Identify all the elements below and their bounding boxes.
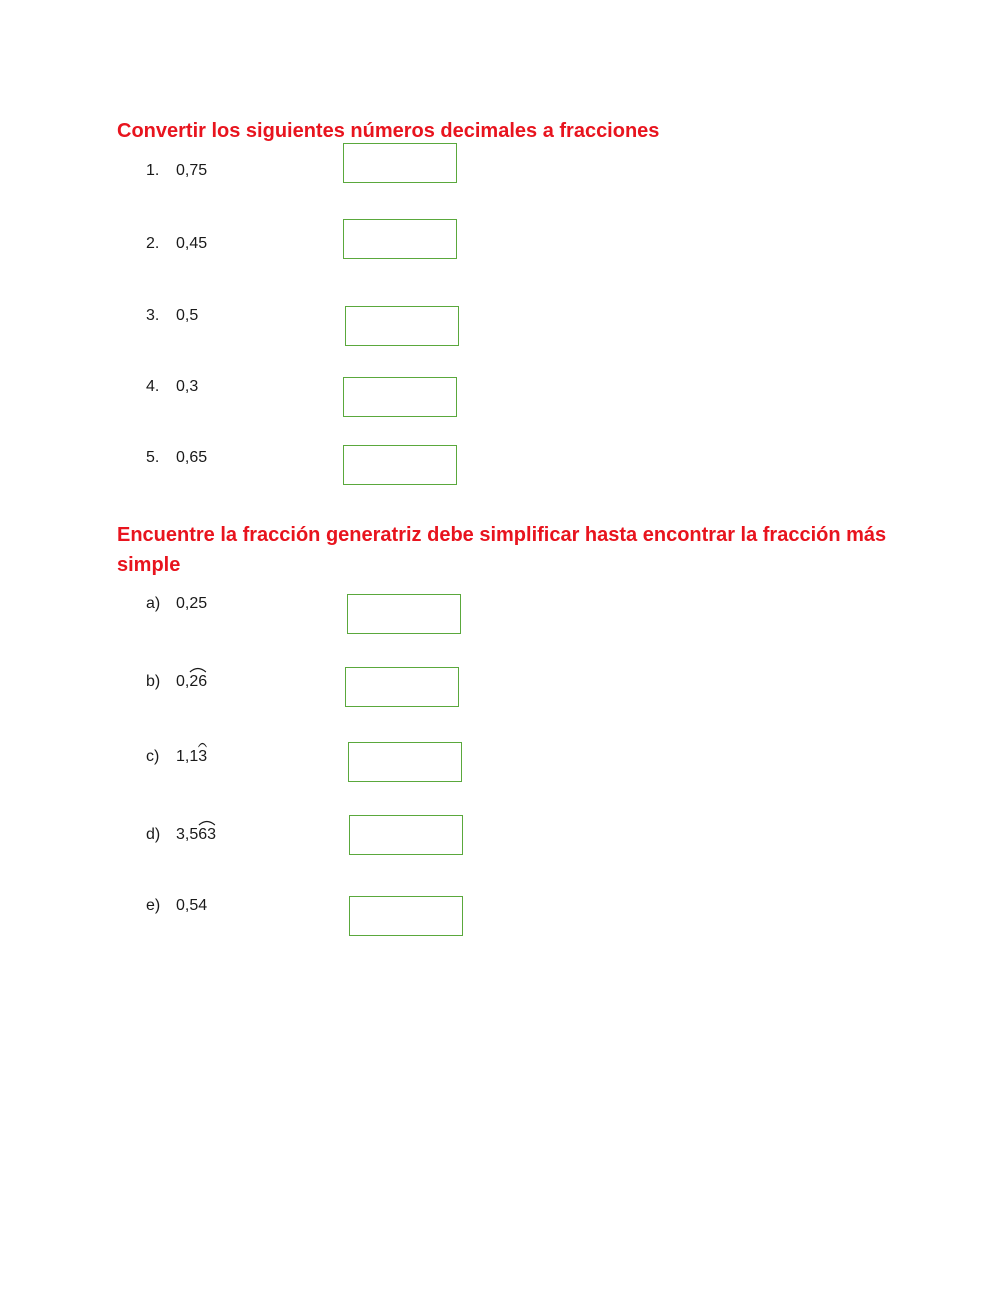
answer-input-1[interactable] <box>343 143 457 183</box>
item-value <box>176 747 207 767</box>
answer-input-3[interactable] <box>345 306 459 346</box>
item-value <box>176 896 207 916</box>
section1-title: Convertir los siguientes números decimales a fracciones <box>117 120 660 142</box>
repeating-digits <box>198 825 216 845</box>
repeating-text: 3 <box>198 748 208 765</box>
value-prefix: 0,54 <box>176 897 208 914</box>
item-marker: 4. <box>146 378 160 395</box>
item-value: 0,75 <box>176 162 208 179</box>
answer-input-2[interactable] <box>343 219 457 259</box>
answer-input-4[interactable] <box>343 377 457 417</box>
item-marker: 1. <box>146 162 160 179</box>
item-marker: c) <box>146 748 160 765</box>
answer-input-c[interactable] <box>348 742 462 782</box>
answer-input-b[interactable] <box>345 667 459 707</box>
repeating-text: 63 <box>198 826 217 843</box>
item-marker: 2. <box>146 235 160 252</box>
answer-input-5[interactable] <box>343 445 457 485</box>
value-prefix: 3,5 <box>176 826 199 843</box>
item-marker: d) <box>146 826 161 843</box>
repetend-arc-icon <box>198 740 207 748</box>
value-prefix: 0,25 <box>176 595 208 612</box>
value-prefix: 1,1 <box>176 748 199 765</box>
answer-input-a[interactable] <box>347 594 461 634</box>
repetend-arc-icon <box>198 818 216 826</box>
answer-input-d[interactable] <box>349 815 463 855</box>
item-value: 0,65 <box>176 449 208 466</box>
item-value: 0,3 <box>176 378 199 395</box>
repeating-digits <box>189 672 207 692</box>
section2-title: Encuentre la fracción generatriz debe simplificar hasta encontrar la fracción más simple <box>117 524 887 576</box>
value-prefix: 0, <box>176 673 190 690</box>
repeating-text: 26 <box>189 673 208 690</box>
item-value <box>176 672 207 692</box>
item-marker: 5. <box>146 449 160 466</box>
item-marker: e) <box>146 897 161 914</box>
repetend-arc-icon <box>189 665 207 673</box>
item-value: 0,45 <box>176 235 208 252</box>
item-value <box>176 825 216 845</box>
item-value <box>176 594 207 614</box>
repeating-digits <box>198 747 207 767</box>
item-marker: b) <box>146 673 161 690</box>
item-marker: 3. <box>146 307 160 324</box>
item-value: 0,5 <box>176 307 199 324</box>
answer-input-e[interactable] <box>349 896 463 936</box>
item-marker: a) <box>146 595 161 612</box>
